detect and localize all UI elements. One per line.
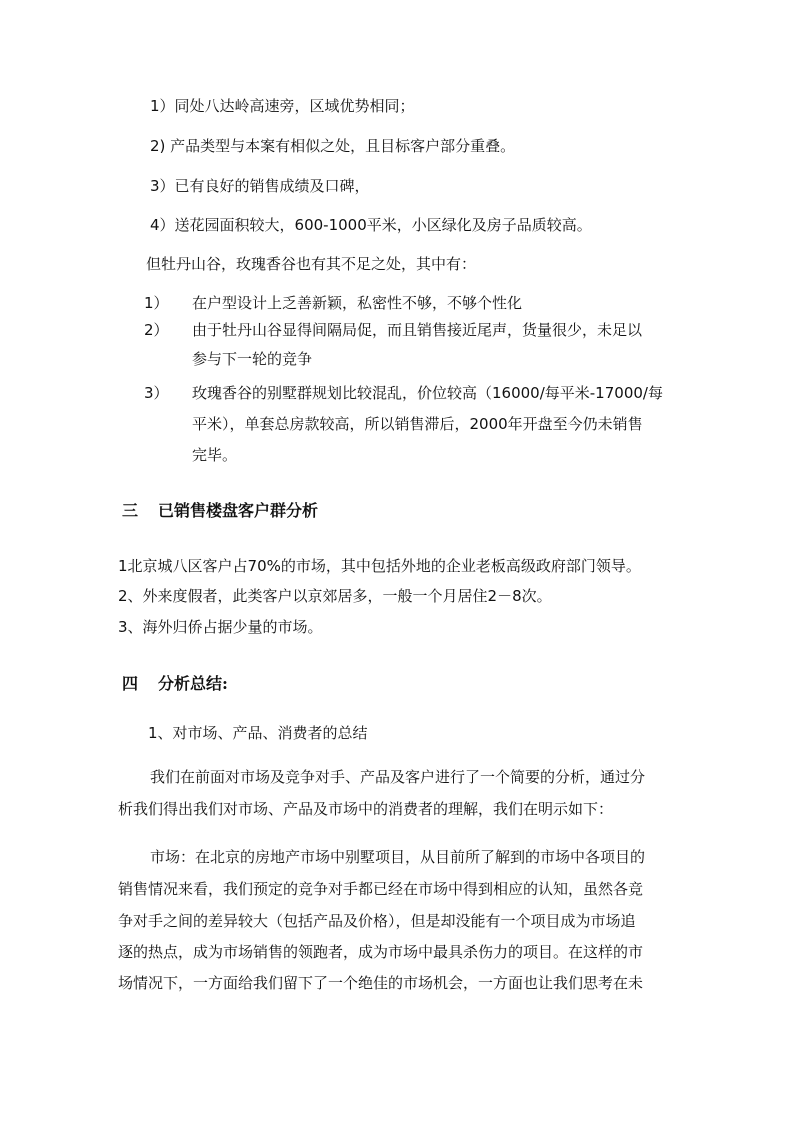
list-item-line: 平米），单套总房款较高，所以销售滞后，2000年开盘至今仍未销售 [192, 415, 643, 433]
list-item-line: 在户型设计上乏善新颖，私密性不够，不够个性化 [192, 294, 523, 312]
paragraph-line: 销售情况来看，我们预定的竞争对手都已经在市场中得到相应的认知，虽然各竞 [118, 880, 644, 898]
customer-item: 2、外来度假者，此类客户以京郊居多，一般一个月居住2－8次。 [118, 587, 552, 605]
list-item-line: 玫瑰香谷的别墅群规划比较混乱，价位较高（16000/每平米-17000/每 [192, 384, 663, 402]
section-heading: 已销售楼盘客户群分析 [158, 501, 319, 520]
paragraph-line: 场情况下，一方面给我们留下了一个绝佳的市场机会，一方面也让我们思考在未 [118, 974, 644, 992]
paragraph-line: 市场：在北京的房地产市场中别墅项目，从目前所了解到的市场中各项目的 [150, 848, 646, 866]
section-heading: 分析总结: [158, 674, 228, 693]
intro-item: 3）已有良好的销售成绩及口碑， [150, 177, 370, 195]
list-item-line: 由于牡丹山谷显得间隔局促，而且销售接近尾声，货量很少，未足以 [192, 321, 643, 339]
intro-item: 4）送花园面积较大，600-1000平米，小区绿化及房子品质较高。 [150, 216, 592, 234]
list-item-line: 完毕。 [192, 446, 238, 464]
intro-item: 1）同处八达岭高速旁，区域优势相同； [150, 97, 415, 115]
paragraph-line: 逐的热点，成为市场销售的领跑者，成为市场中最具杀伤力的项目。在这样的市 [118, 943, 644, 961]
customer-item: 1北京城八区客户占70%的市场，其中包括外地的企业老板高级政府部门领导。 [118, 557, 641, 575]
list-number: 2） [144, 321, 169, 339]
intro-item: 2) 产品类型与本案有相似之处，且目标客户部分重叠。 [150, 137, 516, 155]
list-item-line: 参与下一轮的竞争 [192, 350, 313, 368]
paragraph-line: 析我们得出我们对市场、产品及市场中的消费者的理解，我们在明示如下： [118, 800, 614, 818]
customer-item: 3、海外归侨占据少量的市场。 [118, 618, 323, 636]
section-number: 四 [122, 674, 139, 693]
section-number: 三 [122, 501, 139, 520]
list-number: 1） [144, 294, 169, 312]
transition-text: 但牡丹山谷，玫瑰香谷也有其不足之处，其中有： [146, 255, 477, 273]
paragraph-line: 我们在前面对市场及竞争对手、产品及客户进行了一个简要的分析，通过分 [150, 768, 646, 786]
list-number: 3） [144, 384, 169, 402]
subheading: 1、对市场、产品、消费者的总结 [148, 724, 368, 742]
paragraph-line: 争对手之间的差异较大（包括产品及价格），但是却没能有一个项目成为市场追 [118, 912, 636, 930]
